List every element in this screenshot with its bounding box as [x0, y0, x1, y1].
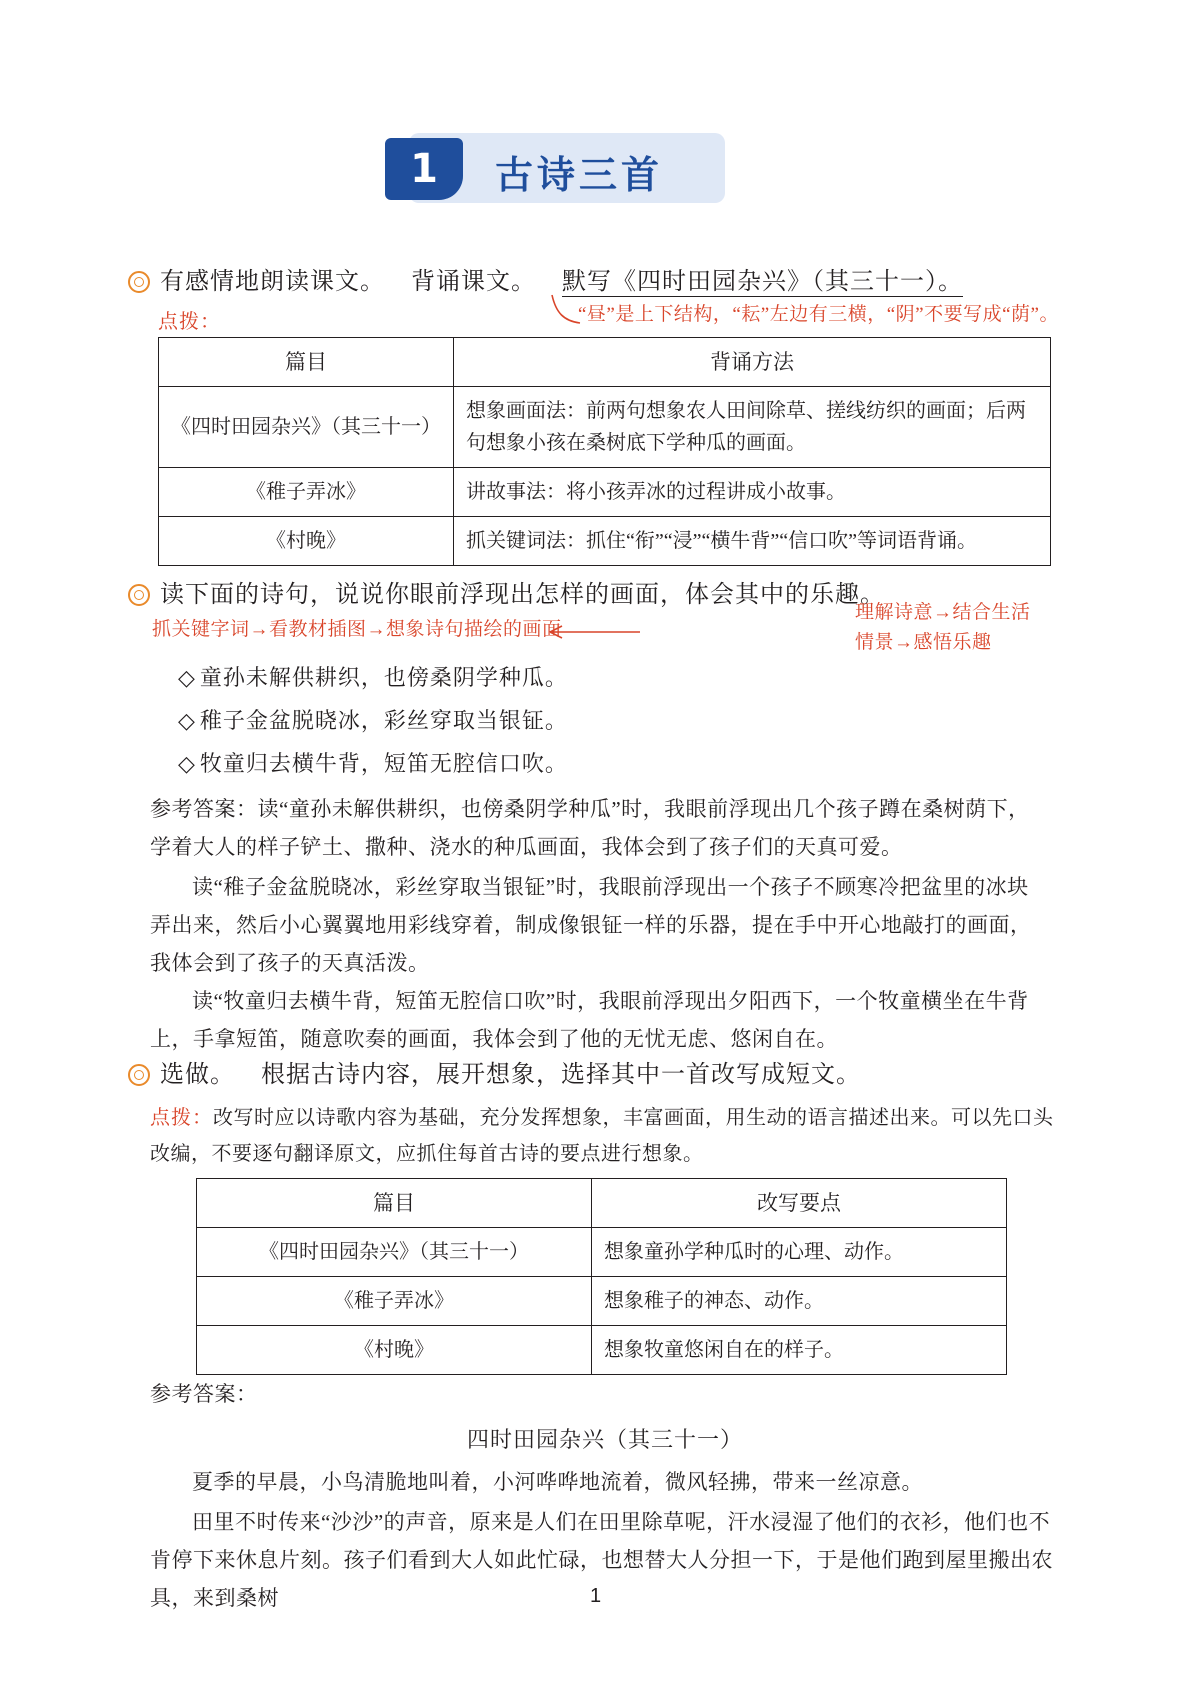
q1-r1-c0: 《稚子弄冰》 [159, 468, 454, 517]
diamond-icon: ◇ [178, 751, 196, 776]
page-number: 1 [589, 1585, 602, 1607]
table-row [159, 468, 1051, 517]
table-row [159, 387, 1051, 468]
table-header-row [159, 338, 1051, 387]
q1-note-pointer-icon [550, 293, 600, 343]
lesson-number-badge: 1 [385, 138, 463, 200]
question-2 [128, 578, 885, 612]
q3-r2-c0: 《村晚》 [197, 1326, 592, 1375]
q2-annotation-left: 抓关键字词→看教材插图→想象诗句描绘的画面 [152, 619, 562, 640]
q3-r0-c0: 《四时田园杂兴》（其三十一） [197, 1228, 592, 1277]
table-row [197, 1326, 1007, 1375]
table-row [197, 1228, 1007, 1277]
page-title: 古诗三首 [495, 153, 664, 197]
essay-paragraph-2: 田里不时传来“沙沙”的声音，原来是人们在田里除草呢，汗水浸湿了他们的衣衫，他们也不肯停下来休息片刻。孩子们看到大人如此忙碌，也想替大人分担一下，于是他们跑到屋里搬出农具，来到桑树 [150, 1510, 1053, 1610]
q2-answer-block [150, 790, 1050, 866]
recitation-methods-table [158, 337, 1051, 566]
essay-paragraph-1: 夏季的早晨，小鸟清脆地叫着，小河哗哗地流着，微风轻拂，带来一丝凉意。 [192, 1470, 923, 1494]
q3-r0-c1: 想象童孙学种瓜时的心理、动作。 [592, 1228, 1007, 1277]
essay-title: 四时田园杂兴（其三十一） [466, 1427, 743, 1452]
table-row [197, 1277, 1007, 1326]
q1-r0-c1: 想象画面法：前两句想象农人田间除草、搓线纺织的画面；后两句想象小孩在桑树底下学种瓜的画面。 [454, 387, 1051, 468]
diamond-icon: ◇ [178, 665, 196, 690]
q1-table-wrapper [158, 337, 1051, 566]
q3-col-header-0: 篇目 [197, 1179, 592, 1228]
q1-hint-label: 点拨： [158, 311, 221, 333]
table-header-row [197, 1179, 1007, 1228]
q1-col-header-1: 背诵方法 [454, 338, 1051, 387]
question-1-part-b: 背诵课文。 [411, 269, 536, 295]
q2-annotation-right-line2: 情景→感悟乐趣 [855, 632, 992, 653]
q1-col-header-0: 篇目 [159, 338, 454, 387]
q1-r2-c1: 抓关键词法：抓住“衔”“浸”“横牛背”“信口吹”等词语背诵。 [454, 517, 1051, 566]
question-3 [128, 1058, 861, 1092]
q3-col-header-1: 改写要点 [592, 1179, 1007, 1228]
q2-annotation-right-line1: 理解诗意→结合生活 [855, 602, 1031, 623]
question-1 [128, 265, 963, 299]
q1-r1-c1: 讲故事法：将小孩弄冰的过程讲成小故事。 [454, 468, 1051, 517]
q2-answer-p1: 读“童孙未解供耕织，也傍桑阴学种瓜”时，我眼前浮现出几个孩子蹲在桑树荫下，学着大人的样子铲土、撒种、浇水的种瓜画面，我体会到了孩子们的天真可爱。 [150, 797, 1030, 859]
lesson-header [385, 133, 725, 203]
poem-line-1: ◇ 童孙未解供耕织，也傍桑阴学种瓜。 [178, 665, 568, 690]
question-2-text: 读下面的诗句，说说你眼前浮现出怎样的画面，体会其中的乐趣。 [160, 582, 885, 608]
q3-table-wrapper [196, 1178, 1007, 1375]
q3-r1-c1: 想象稚子的神态、动作。 [592, 1277, 1007, 1326]
poem-line-3: ◇ 牧童归去横牛背，短笛无腔信口吹。 [178, 751, 568, 776]
q3-r1-c0: 《稚子弄冰》 [197, 1277, 592, 1326]
q3-hint-label: 点拨： [150, 1107, 213, 1129]
q3-r2-c1: 想象牧童悠闲自在的样子。 [592, 1326, 1007, 1375]
q1-r2-c0: 《村晚》 [159, 517, 454, 566]
q2-answer-p2: 读“稚子金盆脱晓冰，彩丝穿取当银钲”时，我眼前浮现出一个孩子不顾寒冷把盆里的冰块弄出来，然后小心翼翼地用彩线穿着，制成像银钲一样的乐器，提在手中开心地敲打的画面，我体会到了孩子的天真活泼。 [150, 875, 1032, 975]
diamond-icon: ◇ [178, 708, 196, 733]
question-3-text [160, 1058, 861, 1092]
question-3-part-a: 选做。 [160, 1062, 235, 1088]
q1-margin-note: “昼”是上下结构，“耘”左边有三横，“阴”不要写成“荫”。 [578, 304, 1059, 325]
q3-hint-text: 改写时应以诗歌内容为基础，充分发挥想象，丰富画面，用生动的语言描述出来。可以先口头改编，不要逐句翻译原文，应抓住每首古诗的要点进行想象。 [150, 1107, 1054, 1165]
question-1-part-a: 有感情地朗读课文。 [160, 269, 385, 295]
question-bullet-icon [128, 271, 150, 293]
table-row [159, 517, 1051, 566]
poem-line-2: ◇ 稚子金盆脱晓冰，彩丝穿取当银钲。 [178, 708, 568, 733]
question-1-part-c: 默写《四时田园杂兴》（其三十一）。 [562, 269, 963, 295]
rewrite-points-table [196, 1178, 1007, 1375]
q2-left-arrow-icon [540, 610, 650, 640]
q2-answer-label: 参考答案： [150, 797, 258, 821]
q3-hint-block [150, 1100, 1060, 1172]
q1-r0-c0: 《四时田园杂兴》（其三十一） [159, 387, 454, 468]
question-3-part-b: 根据古诗内容，展开想象，选择其中一首改写成短文。 [261, 1062, 861, 1088]
question-bullet-icon [128, 584, 150, 606]
q3-answer-label: 参考答案： [150, 1382, 258, 1406]
q2-answer-p3: 读“牧童归去横牛背，短笛无腔信口吹”时，我眼前浮现出夕阳西下，一个牧童横坐在牛背上，手拿短笛，随意吹奏的画面，我体会到了他的无忧无虑、悠闲自在。 [150, 989, 1029, 1051]
question-bullet-icon [128, 1064, 150, 1086]
